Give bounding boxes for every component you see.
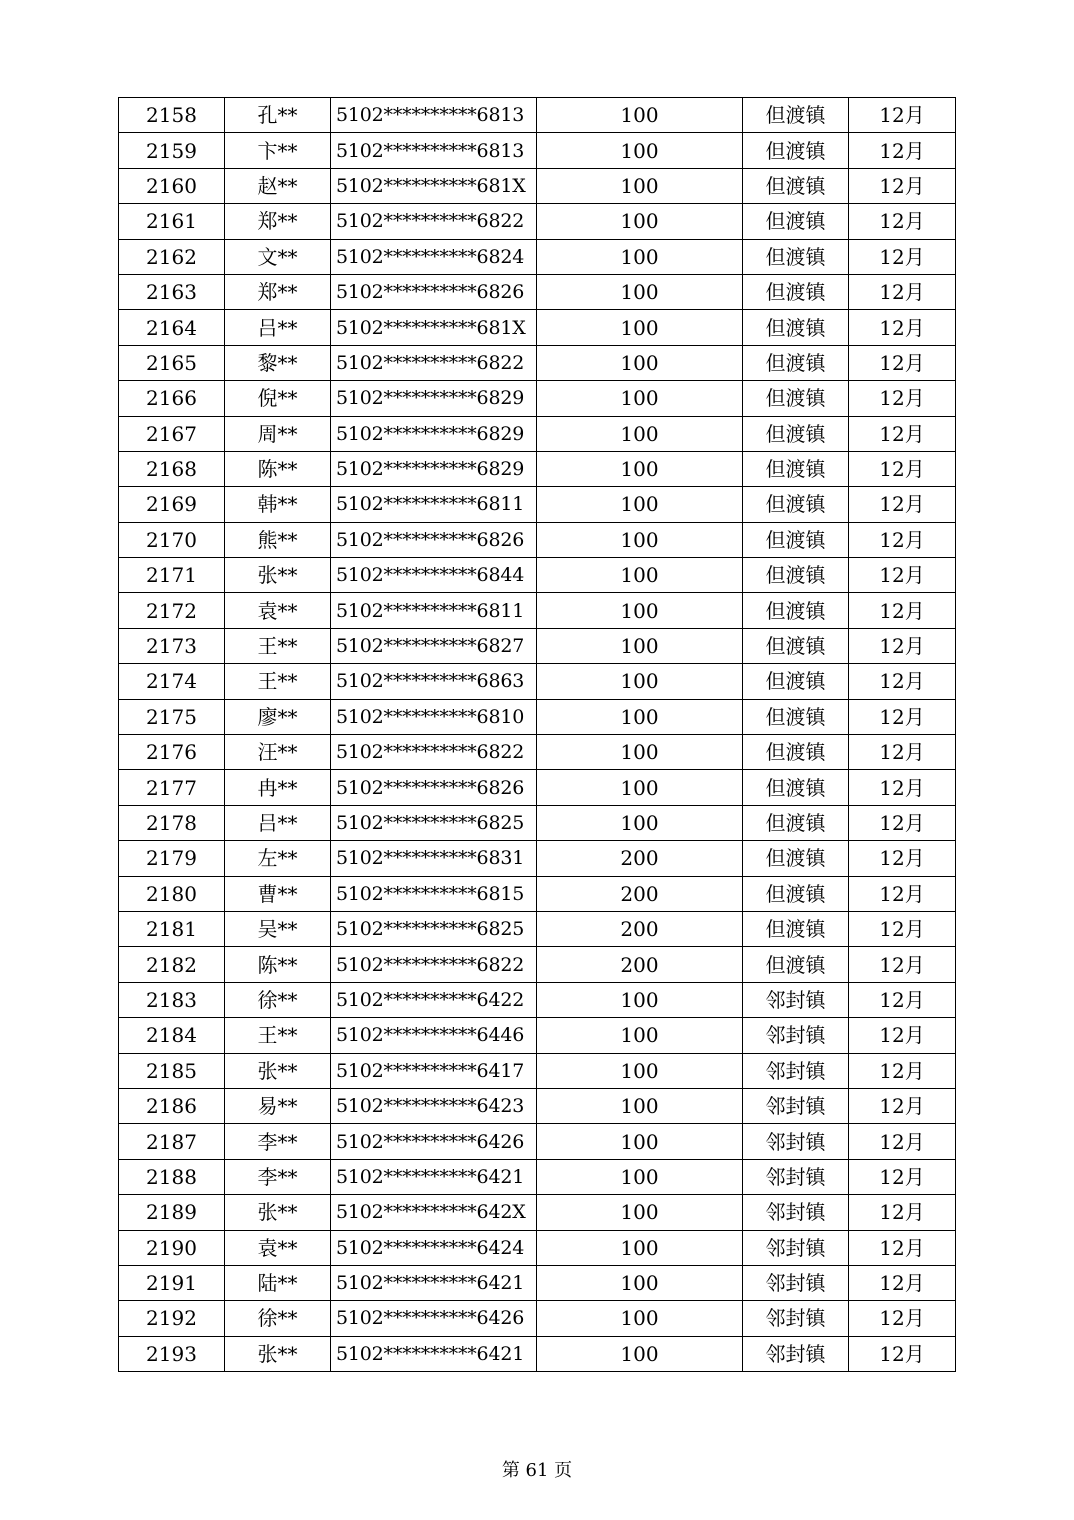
cell-id-number: 5102**********6811 — [331, 593, 537, 628]
cell-name: 倪** — [225, 381, 331, 416]
cell-town: 但渡镇 — [743, 841, 849, 876]
cell-amount: 100 — [537, 1053, 743, 1088]
table-row — [119, 841, 956, 876]
table-row — [119, 1124, 956, 1159]
table-row — [119, 628, 956, 663]
cell-serial-number: 2177 — [119, 770, 225, 805]
cell-town: 邻封镇 — [743, 1265, 849, 1300]
cell-month: 12月 — [849, 841, 956, 876]
table-row — [119, 381, 956, 416]
cell-serial-number: 2176 — [119, 735, 225, 770]
table-row — [119, 947, 956, 982]
cell-serial-number: 2159 — [119, 133, 225, 168]
cell-month: 12月 — [849, 699, 956, 734]
cell-month: 12月 — [849, 381, 956, 416]
cell-month: 12月 — [849, 274, 956, 309]
cell-town: 但渡镇 — [743, 451, 849, 486]
cell-amount: 100 — [537, 805, 743, 840]
cell-serial-number: 2189 — [119, 1195, 225, 1230]
cell-serial-number: 2170 — [119, 522, 225, 557]
cell-amount: 100 — [537, 1336, 743, 1371]
cell-serial-number: 2191 — [119, 1265, 225, 1300]
cell-name: 周** — [225, 416, 331, 451]
table-row — [119, 1301, 956, 1336]
cell-town: 邻封镇 — [743, 1018, 849, 1053]
cell-amount: 100 — [537, 133, 743, 168]
cell-town: 邻封镇 — [743, 1195, 849, 1230]
cell-id-number: 5102**********6422 — [331, 982, 537, 1017]
cell-serial-number: 2165 — [119, 345, 225, 380]
table-row — [119, 204, 956, 239]
cell-name: 张** — [225, 558, 331, 593]
cell-month: 12月 — [849, 593, 956, 628]
table-row — [119, 1195, 956, 1230]
table-row — [119, 982, 956, 1017]
cell-id-number: 5102**********6824 — [331, 239, 537, 274]
cell-serial-number: 2166 — [119, 381, 225, 416]
cell-amount: 200 — [537, 841, 743, 876]
cell-name: 卞** — [225, 133, 331, 168]
cell-amount: 200 — [537, 911, 743, 946]
cell-serial-number: 2173 — [119, 628, 225, 663]
cell-town: 邻封镇 — [743, 1230, 849, 1265]
cell-month: 12月 — [849, 98, 956, 133]
cell-month: 12月 — [849, 735, 956, 770]
cell-month: 12月 — [849, 805, 956, 840]
cell-town: 但渡镇 — [743, 876, 849, 911]
cell-name: 王** — [225, 628, 331, 663]
cell-amount: 100 — [537, 1088, 743, 1123]
cell-serial-number: 2175 — [119, 699, 225, 734]
table-row — [119, 487, 956, 522]
cell-town: 邻封镇 — [743, 1124, 849, 1159]
cell-serial-number: 2182 — [119, 947, 225, 982]
cell-town: 但渡镇 — [743, 947, 849, 982]
cell-serial-number: 2162 — [119, 239, 225, 274]
cell-name: 孔** — [225, 98, 331, 133]
cell-id-number: 5102**********6826 — [331, 522, 537, 557]
table-row — [119, 345, 956, 380]
cell-month: 12月 — [849, 416, 956, 451]
cell-month: 12月 — [849, 239, 956, 274]
cell-name: 袁** — [225, 1230, 331, 1265]
cell-town: 但渡镇 — [743, 593, 849, 628]
cell-id-number: 5102**********6417 — [331, 1053, 537, 1088]
cell-name: 吕** — [225, 805, 331, 840]
cell-month: 12月 — [849, 451, 956, 486]
cell-amount: 100 — [537, 274, 743, 309]
cell-amount: 100 — [537, 1018, 743, 1053]
cell-month: 12月 — [849, 558, 956, 593]
cell-amount: 100 — [537, 593, 743, 628]
cell-month: 12月 — [849, 876, 956, 911]
cell-month: 12月 — [849, 1159, 956, 1194]
cell-name: 左** — [225, 841, 331, 876]
cell-amount: 100 — [537, 98, 743, 133]
cell-id-number: 5102**********6826 — [331, 770, 537, 805]
cell-name: 郑** — [225, 204, 331, 239]
cell-town: 邻封镇 — [743, 1301, 849, 1336]
cell-amount: 100 — [537, 416, 743, 451]
table-body — [119, 98, 956, 1372]
cell-id-number: 5102**********6421 — [331, 1336, 537, 1371]
cell-town: 邻封镇 — [743, 1053, 849, 1088]
cell-serial-number: 2185 — [119, 1053, 225, 1088]
cell-serial-number: 2168 — [119, 451, 225, 486]
cell-month: 12月 — [849, 1230, 956, 1265]
table-row — [119, 805, 956, 840]
cell-town: 但渡镇 — [743, 770, 849, 805]
cell-name: 曹** — [225, 876, 331, 911]
cell-id-number: 5102**********6815 — [331, 876, 537, 911]
cell-serial-number: 2171 — [119, 558, 225, 593]
cell-id-number: 5102**********6829 — [331, 416, 537, 451]
table-row — [119, 168, 956, 203]
cell-month: 12月 — [849, 1124, 956, 1159]
cell-month: 12月 — [849, 522, 956, 557]
page-number: 第 61 页 — [501, 1460, 573, 1481]
cell-id-number: 5102**********6829 — [331, 451, 537, 486]
cell-amount: 100 — [537, 1159, 743, 1194]
cell-name: 易** — [225, 1088, 331, 1123]
cell-amount: 100 — [537, 664, 743, 699]
table-row — [119, 770, 956, 805]
cell-town: 但渡镇 — [743, 699, 849, 734]
cell-id-number: 5102**********6822 — [331, 735, 537, 770]
cell-name: 黎** — [225, 345, 331, 380]
cell-month: 12月 — [849, 1301, 956, 1336]
cell-month: 12月 — [849, 911, 956, 946]
cell-id-number: 5102**********6421 — [331, 1159, 537, 1194]
cell-amount: 200 — [537, 947, 743, 982]
cell-amount: 100 — [537, 168, 743, 203]
cell-name: 李** — [225, 1159, 331, 1194]
cell-name: 韩** — [225, 487, 331, 522]
table-row — [119, 416, 956, 451]
cell-town: 但渡镇 — [743, 558, 849, 593]
cell-month: 12月 — [849, 1018, 956, 1053]
cell-amount: 100 — [537, 1124, 743, 1159]
cell-town: 邻封镇 — [743, 1088, 849, 1123]
cell-town: 但渡镇 — [743, 735, 849, 770]
cell-name: 袁** — [225, 593, 331, 628]
cell-id-number: 5102**********6822 — [331, 345, 537, 380]
cell-name: 陈** — [225, 947, 331, 982]
cell-serial-number: 2187 — [119, 1124, 225, 1159]
cell-id-number: 5102**********6811 — [331, 487, 537, 522]
cell-month: 12月 — [849, 487, 956, 522]
cell-serial-number: 2174 — [119, 664, 225, 699]
cell-id-number: 5102**********6423 — [331, 1088, 537, 1123]
cell-serial-number: 2188 — [119, 1159, 225, 1194]
cell-id-number: 5102**********6421 — [331, 1265, 537, 1300]
cell-month: 12月 — [849, 664, 956, 699]
cell-name: 张** — [225, 1336, 331, 1371]
cell-id-number: 5102**********6813 — [331, 98, 537, 133]
cell-name: 张** — [225, 1053, 331, 1088]
cell-town: 邻封镇 — [743, 982, 849, 1017]
cell-name: 赵** — [225, 168, 331, 203]
cell-name: 王** — [225, 664, 331, 699]
table-row — [119, 664, 956, 699]
cell-serial-number: 2178 — [119, 805, 225, 840]
cell-id-number: 5102**********6822 — [331, 947, 537, 982]
cell-serial-number: 2192 — [119, 1301, 225, 1336]
table-row — [119, 274, 956, 309]
cell-id-number: 5102**********6810 — [331, 699, 537, 734]
cell-serial-number: 2160 — [119, 168, 225, 203]
cell-serial-number: 2164 — [119, 310, 225, 345]
cell-month: 12月 — [849, 133, 956, 168]
cell-amount: 100 — [537, 451, 743, 486]
cell-serial-number: 2190 — [119, 1230, 225, 1265]
cell-id-number: 5102**********6825 — [331, 911, 537, 946]
cell-town: 但渡镇 — [743, 274, 849, 309]
table-row — [119, 1088, 956, 1123]
cell-amount: 100 — [537, 381, 743, 416]
table-row — [119, 1053, 956, 1088]
cell-amount: 100 — [537, 699, 743, 734]
cell-month: 12月 — [849, 770, 956, 805]
cell-amount: 100 — [537, 558, 743, 593]
cell-id-number: 5102**********6822 — [331, 204, 537, 239]
cell-name: 张** — [225, 1195, 331, 1230]
cell-month: 12月 — [849, 345, 956, 380]
cell-id-number: 5102**********6426 — [331, 1124, 537, 1159]
cell-serial-number: 2181 — [119, 911, 225, 946]
cell-town: 但渡镇 — [743, 416, 849, 451]
cell-month: 12月 — [849, 310, 956, 345]
cell-amount: 100 — [537, 735, 743, 770]
cell-name: 熊** — [225, 522, 331, 557]
cell-serial-number: 2179 — [119, 841, 225, 876]
cell-id-number: 5102**********6827 — [331, 628, 537, 663]
cell-amount: 100 — [537, 1195, 743, 1230]
cell-id-number: 5102**********6829 — [331, 381, 537, 416]
cell-name: 陈** — [225, 451, 331, 486]
cell-town: 但渡镇 — [743, 522, 849, 557]
cell-name: 陆** — [225, 1265, 331, 1300]
cell-name: 文** — [225, 239, 331, 274]
cell-serial-number: 2169 — [119, 487, 225, 522]
cell-town: 但渡镇 — [743, 345, 849, 380]
cell-id-number: 5102**********6813 — [331, 133, 537, 168]
table-row — [119, 911, 956, 946]
cell-town: 但渡镇 — [743, 239, 849, 274]
cell-amount: 200 — [537, 876, 743, 911]
cell-month: 12月 — [849, 1195, 956, 1230]
cell-serial-number: 2186 — [119, 1088, 225, 1123]
table-row — [119, 876, 956, 911]
cell-id-number: 5102**********6863 — [331, 664, 537, 699]
cell-serial-number: 2158 — [119, 98, 225, 133]
cell-amount: 100 — [537, 1230, 743, 1265]
cell-amount: 100 — [537, 345, 743, 380]
cell-name: 吴** — [225, 911, 331, 946]
cell-serial-number: 2163 — [119, 274, 225, 309]
cell-serial-number: 2193 — [119, 1336, 225, 1371]
data-table — [118, 97, 956, 1372]
cell-town: 但渡镇 — [743, 664, 849, 699]
table-row — [119, 451, 956, 486]
cell-town: 但渡镇 — [743, 911, 849, 946]
cell-month: 12月 — [849, 1088, 956, 1123]
cell-amount: 100 — [537, 982, 743, 1017]
cell-month: 12月 — [849, 947, 956, 982]
cell-town: 但渡镇 — [743, 805, 849, 840]
table-row — [119, 593, 956, 628]
cell-id-number: 5102**********642X — [331, 1195, 537, 1230]
cell-serial-number: 2167 — [119, 416, 225, 451]
cell-id-number: 5102**********6424 — [331, 1230, 537, 1265]
table-row — [119, 310, 956, 345]
cell-amount: 100 — [537, 204, 743, 239]
table-row — [119, 1336, 956, 1371]
cell-town: 但渡镇 — [743, 133, 849, 168]
cell-name: 廖** — [225, 699, 331, 734]
table-row — [119, 1230, 956, 1265]
cell-id-number: 5102**********681X — [331, 168, 537, 203]
cell-month: 12月 — [849, 982, 956, 1017]
cell-amount: 100 — [537, 628, 743, 663]
cell-month: 12月 — [849, 1336, 956, 1371]
cell-amount: 100 — [537, 1301, 743, 1336]
cell-town: 但渡镇 — [743, 310, 849, 345]
table-row — [119, 133, 956, 168]
cell-name: 王** — [225, 1018, 331, 1053]
cell-name: 汪** — [225, 735, 331, 770]
cell-id-number: 5102**********6426 — [331, 1301, 537, 1336]
cell-name: 冉** — [225, 770, 331, 805]
cell-id-number: 5102**********6831 — [331, 841, 537, 876]
cell-town: 邻封镇 — [743, 1336, 849, 1371]
cell-amount: 100 — [537, 770, 743, 805]
cell-amount: 100 — [537, 487, 743, 522]
cell-name: 李** — [225, 1124, 331, 1159]
cell-amount: 100 — [537, 310, 743, 345]
cell-town: 但渡镇 — [743, 487, 849, 522]
cell-town: 但渡镇 — [743, 381, 849, 416]
cell-name: 徐** — [225, 982, 331, 1017]
cell-town: 但渡镇 — [743, 204, 849, 239]
cell-town: 邻封镇 — [743, 1159, 849, 1194]
table-row — [119, 1018, 956, 1053]
cell-amount: 100 — [537, 522, 743, 557]
cell-name: 吕** — [225, 310, 331, 345]
cell-amount: 100 — [537, 1265, 743, 1300]
table-row — [119, 699, 956, 734]
table-row — [119, 239, 956, 274]
cell-serial-number: 2172 — [119, 593, 225, 628]
table-row — [119, 98, 956, 133]
cell-month: 12月 — [849, 168, 956, 203]
table-row — [119, 1265, 956, 1300]
cell-id-number: 5102**********6825 — [331, 805, 537, 840]
cell-serial-number: 2184 — [119, 1018, 225, 1053]
cell-name: 徐** — [225, 1301, 331, 1336]
table-row — [119, 558, 956, 593]
table-row — [119, 735, 956, 770]
cell-id-number: 5102**********6844 — [331, 558, 537, 593]
cell-town: 但渡镇 — [743, 168, 849, 203]
cell-serial-number: 2183 — [119, 982, 225, 1017]
cell-month: 12月 — [849, 1053, 956, 1088]
cell-id-number: 5102**********681X — [331, 310, 537, 345]
cell-month: 12月 — [849, 628, 956, 663]
cell-month: 12月 — [849, 1265, 956, 1300]
cell-id-number: 5102**********6826 — [331, 274, 537, 309]
cell-name: 郑** — [225, 274, 331, 309]
cell-serial-number: 2180 — [119, 876, 225, 911]
cell-amount: 100 — [537, 239, 743, 274]
cell-serial-number: 2161 — [119, 204, 225, 239]
cell-id-number: 5102**********6446 — [331, 1018, 537, 1053]
table-row — [119, 1159, 956, 1194]
cell-town: 但渡镇 — [743, 628, 849, 663]
cell-town: 但渡镇 — [743, 98, 849, 133]
cell-month: 12月 — [849, 204, 956, 239]
table-row — [119, 522, 956, 557]
